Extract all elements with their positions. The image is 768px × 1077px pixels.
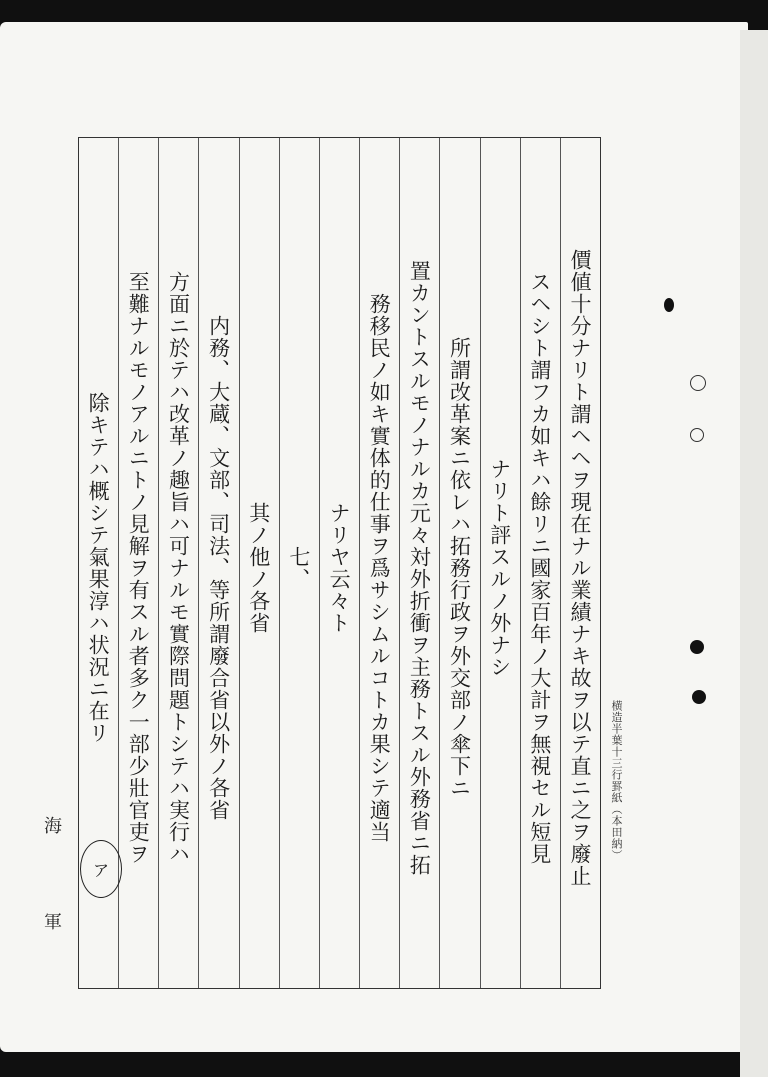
column-text-13: 除キテハ概シテ氣果淳ハ状況ニ在リ xyxy=(86,392,111,744)
column-text-6: 務移民ノ如キ實体的仕事ヲ爲サシムルコトカ果シテ適当 xyxy=(367,293,392,843)
circled-katakana-mark xyxy=(80,840,122,898)
text-column xyxy=(239,138,279,988)
circle-mark-text: ア xyxy=(92,860,109,880)
column-text-5: 置カントスルモノナルカ元々対外折衝ヲ主務トスル外務省ニ拓 xyxy=(407,260,432,876)
binding-hole-icon xyxy=(664,298,674,312)
column-text-12: 至難ナルモノアルニトノ見解ヲ有スル者多ク一部少壯官吏ヲ xyxy=(126,271,151,865)
ring-mark-icon xyxy=(690,428,704,442)
column-text-7: ナリヤ云々ト xyxy=(327,502,352,634)
binding-hole-icon xyxy=(690,640,704,654)
text-column xyxy=(359,138,399,988)
margin-char-navy-1: 海 xyxy=(44,816,62,837)
column-text-10: 内務、大蔵、文部、司法、等所謂廢合省以外ノ各省 xyxy=(206,315,231,821)
column-text-2: スヘシト謂フカ如キハ餘リニ國家百年ノ大計ヲ無視セル短見 xyxy=(527,271,552,865)
text-column xyxy=(118,138,158,988)
text-column xyxy=(158,138,198,988)
paper-stock-label: 横造半葉十三行罫紙（本田納） xyxy=(610,700,623,861)
text-column xyxy=(399,138,439,988)
column-text-9: 其ノ他ノ各省 xyxy=(246,502,271,634)
text-column xyxy=(198,138,238,988)
text-column xyxy=(319,138,359,988)
margin-char-navy-2: 軍 xyxy=(44,912,62,933)
column-text-3: ナリト評スルノ外ナシ xyxy=(487,458,512,678)
column-text-11: 方面ニ於テハ改革ノ趣旨ハ可ナルモ實際問題トシテハ実行ハ xyxy=(166,271,191,865)
text-column xyxy=(439,138,479,988)
column-text-4: 所謂改革案ニ依レハ拓務行政ヲ外交部ノ傘下ニ xyxy=(447,337,472,799)
text-column xyxy=(520,138,560,988)
text-column xyxy=(279,138,319,988)
page-edge-strip xyxy=(740,30,768,1077)
column-text-1: 價値十分ナリト謂ヘヘヲ現在ナル業績ナキ故ヲ以テ直ニ之ヲ廢止 xyxy=(568,249,592,887)
text-column xyxy=(560,138,600,988)
ruled-text-grid xyxy=(78,137,601,989)
ring-mark-icon xyxy=(690,375,706,391)
text-column xyxy=(480,138,520,988)
column-text-8: 七、 xyxy=(286,546,311,590)
binding-hole-icon xyxy=(692,690,706,704)
